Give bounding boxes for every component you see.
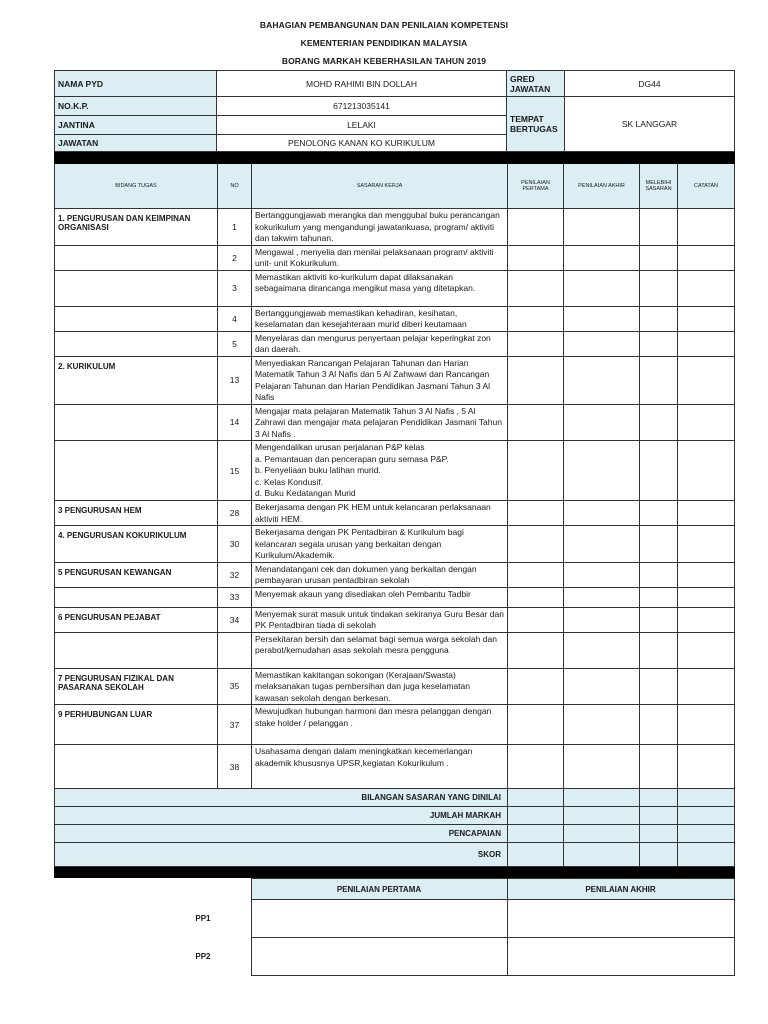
tempat-label: TEMPAT BERTUGAS [507, 97, 565, 152]
akhir-cell[interactable] [564, 209, 640, 246]
melebihi-cell[interactable] [640, 668, 678, 705]
info-table [54, 70, 735, 152]
catatan-cell[interactable] [678, 404, 735, 441]
sasaran-cell: Menyemak surat masuk untuk tindakan sekiranya Guru Besar dan PK Pentadbiran tiada di sekolah [252, 607, 508, 632]
catatan-cell[interactable] [678, 441, 735, 501]
bidang-cell: 3 PENGURUSAN HEM [55, 501, 218, 526]
pertama-cell[interactable] [508, 562, 564, 587]
pertama-cell[interactable] [508, 331, 564, 356]
melebihi-cell[interactable] [640, 306, 678, 331]
pencapaian-label: PENCAPAIAN [55, 825, 508, 843]
sasaran-cell: Bertanggungjawab memastikan kehadiran, kesihatan, keselamatan dan kesejahteraan murid diberi keutamaan [252, 306, 508, 331]
catatan-cell[interactable] [678, 306, 735, 331]
no-cell: 15 [218, 441, 252, 501]
table-row [55, 607, 735, 632]
akhir-cell[interactable] [564, 562, 640, 587]
col-melebihi: MELEBIHI SASARAN [640, 164, 678, 209]
jumlah-pertama[interactable] [508, 807, 564, 825]
bidang-cell [55, 441, 218, 501]
bidang-cell [55, 245, 218, 270]
pencapaian-pertama[interactable] [508, 825, 564, 843]
jantina-value: LELAKI [217, 116, 507, 135]
table-row [55, 745, 735, 789]
pertama-cell[interactable] [508, 705, 564, 745]
table-row [55, 668, 735, 705]
pertama-cell[interactable] [508, 441, 564, 501]
skor-pertama[interactable] [508, 843, 564, 867]
table-row [55, 526, 735, 563]
sasaran-cell: Memastikan aktiviti ko-kurikulum dapat dilaksanakan sebagaimana dirancanga mengikut masa yang ditetapkan. [252, 270, 508, 306]
bilangan-pertama[interactable] [508, 789, 564, 807]
gred-label: GRED JAWATAN [507, 71, 565, 97]
melebihi-cell[interactable] [640, 745, 678, 789]
melebihi-cell[interactable] [640, 562, 678, 587]
black-divider [55, 153, 735, 164]
skor-akhir[interactable] [564, 843, 640, 867]
no-cell: 1 [218, 209, 252, 246]
bidang-cell [55, 745, 218, 789]
no-cell: 4 [218, 306, 252, 331]
melebihi-cell[interactable] [640, 632, 678, 668]
bidang-cell: 2. KURIKULUM [55, 356, 218, 404]
sasaran-cell: Menyelaras dan mengurus penyertaan pelajar keperingkat zon dan daerah. [252, 331, 508, 356]
sasaran-cell: Bertanggungjawab merangka dan menggubal buku perancangan kokurikulum yang mengandungi jawatankuasa, program/ aktiviti dan takwim tahunan. [252, 209, 508, 246]
nokp-label: NO.K.P. [55, 97, 217, 116]
pp2-label: PP2 [195, 952, 211, 961]
catatan-cell[interactable] [678, 270, 735, 306]
no-cell: 30 [218, 526, 252, 563]
table-row [55, 632, 735, 668]
pertama-cell[interactable] [508, 745, 564, 789]
no-cell [218, 632, 252, 668]
pertama-cell[interactable] [508, 668, 564, 705]
pertama-cell[interactable] [508, 632, 564, 668]
table-row [55, 587, 735, 607]
melebihi-cell[interactable] [640, 607, 678, 632]
catatan-cell[interactable] [678, 668, 735, 705]
catatan-cell[interactable] [678, 562, 735, 587]
melebihi-cell[interactable] [640, 331, 678, 356]
gred-value: DG44 [565, 71, 735, 97]
sasaran-cell: Menyediakan Rancangan Pelajaran Tahunan dan Harian Matematik Tahun 3 Al Nafis dan 5 Al Zahwawi dan Rancangan Pelajaran Tahunan dan Harian Pendidikan Jasmani Tahun 3 Al Nafis [252, 356, 508, 404]
footer-pertama: PENILAIAN PERTAMA [251, 879, 507, 900]
no-cell: 14 [218, 404, 252, 441]
catatan-cell[interactable] [678, 356, 735, 404]
table-row [55, 501, 735, 526]
akhir-cell[interactable] [564, 441, 640, 501]
pp1-pertama-cell[interactable] [251, 900, 507, 938]
sasaran-cell: Persekitaran bersih dan selamat bagi semua warga sekolah dan perabot/kemudahan asas sekolah mesra pengguna [252, 632, 508, 668]
table-row [55, 331, 735, 356]
no-cell: 32 [218, 562, 252, 587]
sasaran-cell: Bekerjasama dengan PK HEM untuk kelancaran perlaksanaan aktiviti HEM. [252, 501, 508, 526]
table-row [55, 562, 735, 587]
pencapaian-catatan[interactable] [678, 825, 735, 843]
catatan-cell[interactable] [678, 632, 735, 668]
table-row [55, 404, 735, 441]
catatan-cell[interactable] [678, 526, 735, 563]
skor-catatan[interactable] [678, 843, 735, 867]
table-row [55, 306, 735, 331]
melebihi-cell[interactable] [640, 526, 678, 563]
tempat-value: SK LANGGAR [565, 97, 735, 152]
nama-label: NAMA PYD [55, 71, 217, 97]
no-cell: 2 [218, 245, 252, 270]
skor-melebihi[interactable] [640, 843, 678, 867]
bilangan-label: BILANGAN SASARAN YANG DINILAI [55, 789, 508, 807]
table-row [55, 356, 735, 404]
melebihi-cell[interactable] [640, 587, 678, 607]
col-catatan: CATATAN [678, 164, 735, 209]
melebihi-cell[interactable] [640, 705, 678, 745]
catatan-cell[interactable] [678, 331, 735, 356]
pertama-cell[interactable] [508, 501, 564, 526]
melebihi-cell[interactable] [640, 356, 678, 404]
sasaran-cell: Memastikan kakitangan sokongan (Kerajaan/Swasta) melaksanakan tugas pembersihan dan juga keselamatan kawasan sekolah dengan berkesan. [252, 668, 508, 705]
no-cell: 35 [218, 668, 252, 705]
footer-akhir: PENILAIAN AKHIR [507, 879, 734, 900]
table-row [55, 441, 735, 501]
pertama-cell[interactable] [508, 526, 564, 563]
bilangan-melebihi[interactable] [640, 789, 678, 807]
footer-table [54, 878, 735, 976]
melebihi-cell[interactable] [640, 441, 678, 501]
akhir-cell[interactable] [564, 526, 640, 563]
nama-value: MOHD RAHIMI BIN DOLLAH [217, 71, 507, 97]
catatan-cell[interactable] [678, 209, 735, 246]
footer-blank [54, 879, 251, 900]
akhir-cell[interactable] [564, 668, 640, 705]
melebihi-cell[interactable] [640, 404, 678, 441]
col-bidang: BIDANG TUGAS [55, 164, 218, 209]
header-line-1: BAHAGIAN PEMBANGUNAN DAN PENILAIAN KOMPETENSI [259, 20, 509, 30]
black-divider-bottom [55, 867, 735, 878]
akhir-cell[interactable] [564, 331, 640, 356]
pertama-cell[interactable] [508, 270, 564, 306]
bidang-cell [55, 404, 218, 441]
sasaran-cell: Mengendalikan urusan perjalanan P&P kelas a. Pemantauan dan pencerapan guru semasa P&P. b. Penyeliaan buku latihan murid. c. Kelas Kondusif. d. Buku Kedatangan Murid [252, 441, 508, 501]
no-cell: 28 [218, 501, 252, 526]
melebihi-cell[interactable] [640, 245, 678, 270]
no-cell: 38 [218, 745, 252, 789]
jumlah-label: JUMLAH MARKAH [55, 807, 508, 825]
jawatan-label: JAWATAN [55, 135, 217, 152]
catatan-cell[interactable] [678, 587, 735, 607]
pp2-pertama-cell[interactable] [251, 938, 507, 976]
akhir-cell[interactable] [564, 270, 640, 306]
header-line-3: BORANG MARKAH KEBERHASILAN TAHUN 2019 [281, 56, 487, 66]
no-cell: 37 [218, 705, 252, 745]
col-no: NO [218, 164, 252, 209]
no-cell: 33 [218, 587, 252, 607]
akhir-cell[interactable] [564, 632, 640, 668]
pencapaian-akhir[interactable] [564, 825, 640, 843]
pertama-cell[interactable] [508, 356, 564, 404]
pertama-cell[interactable] [508, 404, 564, 441]
header-line-2: KEMENTERIAN PENDIDIKAN MALAYSIA [300, 38, 468, 48]
akhir-cell[interactable] [564, 306, 640, 331]
catatan-cell[interactable] [678, 745, 735, 789]
bidang-cell [55, 632, 218, 668]
bidang-cell [55, 306, 218, 331]
akhir-cell[interactable] [564, 587, 640, 607]
col-pertama: PENILAIAN PERTAMA [508, 164, 564, 209]
akhir-cell[interactable] [564, 501, 640, 526]
sasaran-cell: Mengawal , menyelia dan menilai pelaksanaan program/ aktiviti unit- unit Kokurikulum. [252, 245, 508, 270]
jumlah-akhir[interactable] [564, 807, 640, 825]
pertama-cell[interactable] [508, 587, 564, 607]
col-sasaran: SASARAN KERJA [252, 164, 508, 209]
akhir-cell[interactable] [564, 245, 640, 270]
col-akhir: PENILAIAN AKHIR [564, 164, 640, 209]
bidang-cell: 9 PERHUBUNGAN LUAR [55, 705, 218, 745]
pp1-akhir-cell[interactable] [507, 900, 734, 938]
sasaran-cell: Mengajar mata pelajaran Matematik Tahun 3 Al Nafis , 5 Al Zahrawi dan mengajar mata pelajaran Pendidikan Jasmani Tahun 3 Al Nafis . [252, 404, 508, 441]
skor-label: SKOR [55, 843, 508, 867]
jumlah-melebihi[interactable] [640, 807, 678, 825]
pertama-cell[interactable] [508, 607, 564, 632]
bilangan-akhir[interactable] [564, 789, 640, 807]
no-cell: 5 [218, 331, 252, 356]
catatan-cell[interactable] [678, 245, 735, 270]
bilangan-catatan[interactable] [678, 789, 735, 807]
catatan-cell[interactable] [678, 501, 735, 526]
sasaran-cell: Bekerjasama dengan PK Pentadbiran & Kurikulum bagi kelancaran segala urusan yang berkaitan dengan Kurikulum/Akademik. [252, 526, 508, 563]
akhir-cell[interactable] [564, 607, 640, 632]
table-row [55, 270, 735, 306]
no-cell: 34 [218, 607, 252, 632]
bidang-cell: 1. PENGURUSAN DAN KEIMPINAN ORGANISASI [55, 209, 218, 246]
nokp-value: 671213035141 [217, 97, 507, 116]
catatan-cell[interactable] [678, 607, 735, 632]
sasaran-cell: Usahasama dengan dalam meningkatkan kecemerlangan akademik khususnya UPSR,kegiatan Kokurikulum . [252, 745, 508, 789]
akhir-cell[interactable] [564, 705, 640, 745]
pertama-cell[interactable] [508, 209, 564, 246]
sasaran-cell: Menyemak akaun yang disediakan oleh Pembantu Tadbir [252, 587, 508, 607]
bidang-cell [55, 270, 218, 306]
catatan-cell[interactable] [678, 705, 735, 745]
no-cell: 13 [218, 356, 252, 404]
bidang-cell: 4. PENGURUSAN KOKURIKULUM [55, 526, 218, 563]
akhir-cell[interactable] [564, 356, 640, 404]
pertama-cell[interactable] [508, 245, 564, 270]
jantina-label: JANTINA [55, 116, 217, 135]
bidang-cell: 5 PENGURUSAN KEWANGAN [55, 562, 218, 587]
akhir-cell[interactable] [564, 745, 640, 789]
bidang-cell [55, 331, 218, 356]
sasaran-cell: Mewujudkan hubungan harmoni dan mesra pelanggan dengan stake holder / pelanggan . [252, 705, 508, 745]
melebihi-cell[interactable] [640, 270, 678, 306]
jumlah-catatan[interactable] [678, 807, 735, 825]
melebihi-cell[interactable] [640, 209, 678, 246]
table-row [55, 209, 735, 246]
no-cell: 3 [218, 270, 252, 306]
melebihi-cell[interactable] [640, 501, 678, 526]
pp1-label: PP1 [195, 914, 211, 923]
table-row [55, 245, 735, 270]
bidang-cell: 7 PENGURUSAN FIZIKAL DAN PASARANA SEKOLAH [55, 668, 218, 705]
pencapaian-melebihi[interactable] [640, 825, 678, 843]
pertama-cell[interactable] [508, 306, 564, 331]
bidang-cell [55, 587, 218, 607]
jawatan-value: PENOLONG KANAN KO KURIKULUM [217, 135, 507, 152]
main-table [54, 152, 735, 878]
sasaran-cell: Menandatangani cek dan dokumen yang berkaitan dengan pembayaran urusan pentadbiran sekolah [252, 562, 508, 587]
pp2-akhir-cell[interactable] [507, 938, 734, 976]
bidang-cell: 6 PENGURUSAN PEJABAT [55, 607, 218, 632]
akhir-cell[interactable] [564, 404, 640, 441]
table-row [55, 705, 735, 745]
